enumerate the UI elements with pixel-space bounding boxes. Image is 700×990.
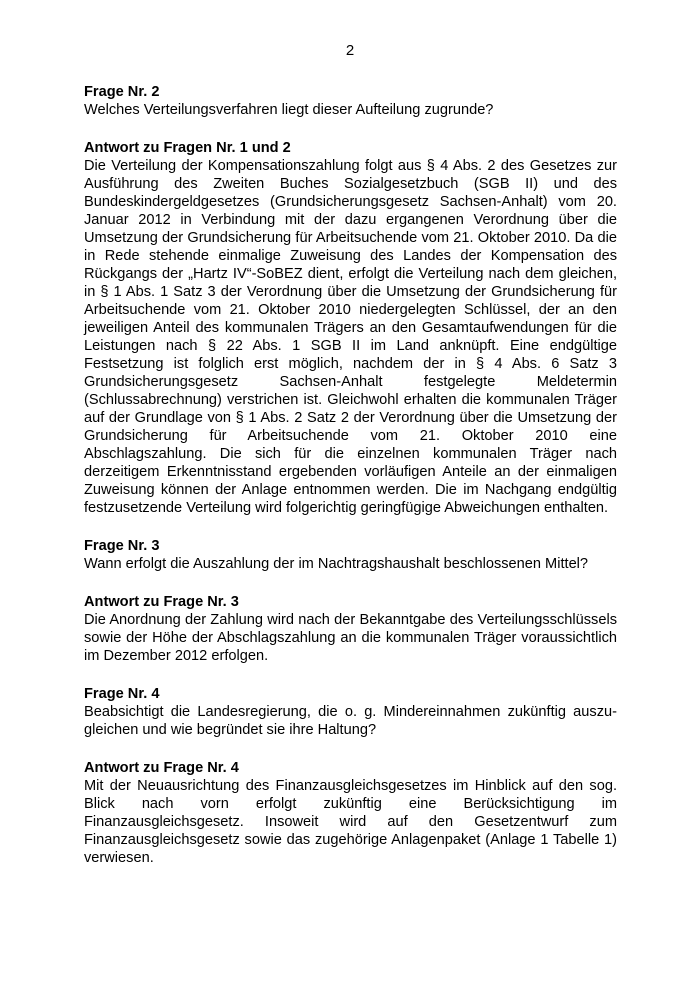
- section-frage-2: [84, 83, 617, 119]
- section-heading: Frage Nr. 4: [84, 686, 160, 702]
- page-number: 2: [345, 42, 355, 59]
- section-antwort-4: [84, 759, 617, 867]
- section-antwort-1-2: [84, 139, 617, 517]
- section-text: Die Verteilung der Kompensationszahlung folgt aus § 4 Abs. 2 des Gesetzes zur Ausführung des Zweiten Buches Sozialgesetzbuch (SGB II) und des Bundeskindergeldgesetzes (Grundsicherungsgesetz Sachsen-Anhalt) vom 20. Januar 2012 in Verbindung mit der dazu ergangenen Verordnung über die Umsetzung der Grundsicherung für Arbeitsuchende vom 21. Oktober 2010. Da die in Rede stehende einmalige Zuweisung des Landes der Kompensation des Rückgangs der „Hartz IV“-SoBEZ dient, erfolgt die Verteilung nach dem gleichen, in § 1 Abs. 1 Satz 3 der Verordnung über die Umsetzung der Grundsicherung für Arbeitsuchende vom 21. Oktober 2010 niedergelegten Schlüssel, der an den jeweiligen Anteil des kommunalen Trägers an den Gesamtaufwendungen für die Leistungen nach § 22 Abs. 1 SGB II im Land anknüpft. Eine endgültige Festsetzung ist folglich erst möglich, nachdem der in § 4 Abs. 6 Satz 3 Grundsicherungsgesetz Sachsen-Anhalt festgelegte Meldetermin (Schlussabrechnung) verstrichen ist. Gleichwohl erhalten die kommunalen Träger auf der Grundlage von § 1 Abs. 2 Satz 2 der Verordnung über die Umsetzung der Grundsicherung für Arbeitsuchende vom 21. Oktober 2010 eine Abschlagszahlung. Die sich für die einzelnen kommunalen Träger nach derzeitigem Erkenntnisstand ergebenden vorläufigen Anteile an der einmaligen Zuweisung können der Anlage entnommen werden. Die im Nachgang endgültig festzusetzende Verteilung wird folgerichtig geringfügige Abweichungen enthalten.: [84, 158, 617, 516]
- section-text: Mit der Neuausrichtung des Finanzausgleichsgesetzes im Hinblick auf den sog. Blick nach vorn erfolgt zukünftig eine Berücksichtigung im Finanzausgleichsgesetz. Insoweit wird auf den Gesetzentwurf zum Finanzausgleichsgesetz sowie das zugehörige Anlagenpaket (Anlage 1 Tabelle 1) verwiesen.: [84, 778, 617, 866]
- section-heading: Frage Nr. 2: [84, 84, 160, 100]
- section-text: Wann erfolgt die Auszahlung der im Nachtragshaushalt beschlossenen Mittel?: [84, 556, 589, 572]
- section-heading: Antwort zu Frage Nr. 3: [84, 594, 239, 610]
- section-heading: Antwort zu Fragen Nr. 1 und 2: [84, 140, 291, 156]
- section-heading: Frage Nr. 3: [84, 538, 160, 554]
- section-text: Welches Verteilungsverfahren liegt dieser Aufteilung zugrunde?: [84, 102, 494, 118]
- document-body: [84, 83, 617, 887]
- section-text: Beabsichtigt die Landesregierung, die o. g. Mindereinnahmen zukünftig auszugleichen und wie begründet sie ihre Haltung?: [84, 704, 617, 738]
- section-heading: Antwort zu Frage Nr. 4: [84, 760, 239, 776]
- section-frage-3: [84, 537, 617, 573]
- section-antwort-3: [84, 593, 617, 665]
- section-text: Die Anordnung der Zahlung wird nach der Bekanntgabe des Verteilungsschlüssels sowie der Höhe der Abschlagszahlung an die kommunalen Träger voraussichtlich im Dezember 2012 erfolgen.: [84, 612, 617, 664]
- section-frage-4: [84, 685, 617, 739]
